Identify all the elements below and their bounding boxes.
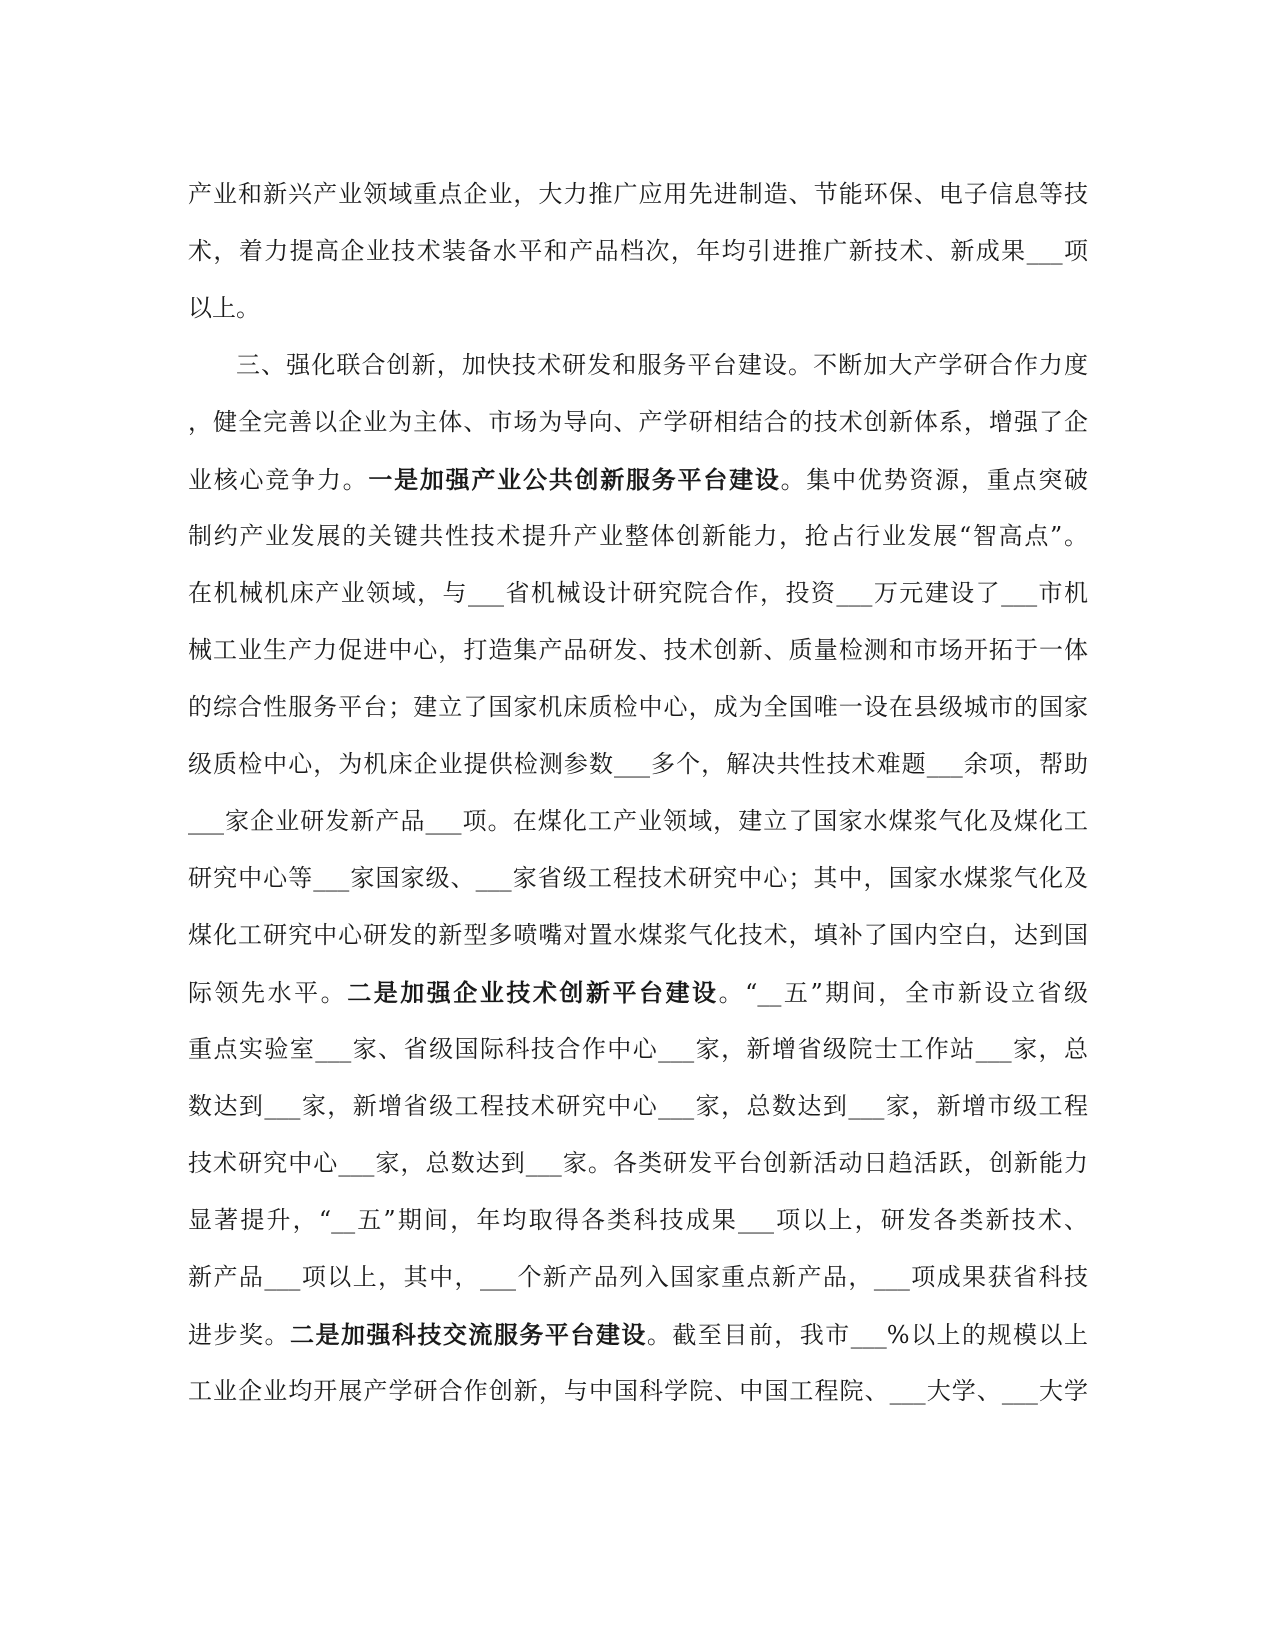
text-segment: 重点实验室___家、省级国际科技合作中心___家，新增省级院士工作站___家，总 <box>188 1035 1088 1063</box>
text-line <box>188 451 1088 508</box>
text-segment: 以上。 <box>188 294 260 322</box>
text-segment: 械工业生产力促进中心，打造集产品研发、技术创新、质量检测和市场开拓于一体 <box>188 636 1088 664</box>
text-line <box>188 280 1088 337</box>
text-line <box>188 1363 1088 1420</box>
text-line <box>188 1306 1088 1363</box>
text-line <box>188 1078 1088 1135</box>
text-segment: 工业企业均开展产学研合作创新，与中国科学院、中国工程院、___大学、___大学 <box>188 1377 1088 1405</box>
text-line <box>188 1135 1088 1192</box>
text-line <box>188 565 1088 622</box>
text-line <box>188 337 1088 394</box>
text-segment: 煤化工研究中心研发的新型多喷嘴对置水煤浆气化技术，填补了国内空白，达到国 <box>188 921 1088 949</box>
text-segment: 产业和新兴产业领域重点企业，大力推广应用先进制造、节能环保、电子信息等技 <box>188 180 1088 208</box>
text-segment: 研究中心等___家国家级、___家省级工程技术研究中心；其中，国家水煤浆气化及 <box>188 864 1088 892</box>
text-segment: ，健全完善以企业为主体、市场为导向、产学研相结合的技术创新体系，增强了企 <box>188 408 1088 436</box>
text-segment: 三、强化联合创新，加快技术研发和服务平台建设。不断加大产学研合作力度 <box>236 351 1088 379</box>
text-segment: 制约产业发展的关键共性技术提升产业整体创新能力，抢占行业发展“智高点”。 <box>188 522 1088 550</box>
text-line <box>188 793 1088 850</box>
text-line <box>188 964 1088 1021</box>
text-segment: 技术研究中心___家，总数达到___家。各类研发平台创新活动日趋活跃，创新能力 <box>188 1149 1088 1177</box>
text-segment: 际领先水平。 <box>188 979 348 1007</box>
text-segment: 新产品___项以上，其中，___个新产品列入国家重点新产品，___项成果获省科技 <box>188 1263 1088 1291</box>
text-line <box>188 736 1088 793</box>
text-segment: 级质检中心，为机床企业提供检测参数___多个，解决共性技术难题___余项，帮助 <box>188 750 1088 778</box>
text-line <box>188 508 1088 565</box>
text-segment: 。“__五”期间，全市新设立省级 <box>718 979 1088 1007</box>
bold-heading-text: 二是加强科技交流服务平台建设 <box>289 1320 647 1349</box>
text-segment: 。集中优势资源，重点突破 <box>780 466 1088 494</box>
text-line <box>188 907 1088 964</box>
text-segment: 进步奖。 <box>188 1321 290 1349</box>
text-segment: 业核心竞争力。 <box>188 466 369 494</box>
bold-heading-text: 一是加强产业公共创新服务平台建设 <box>368 465 781 494</box>
text-line <box>188 223 1088 280</box>
text-line <box>188 166 1088 223</box>
text-segment: 的综合性服务平台；建立了国家机床质检中心，成为全国唯一设在县级城市的国家 <box>188 693 1088 721</box>
text-line <box>188 1021 1088 1078</box>
text-line <box>188 1192 1088 1249</box>
text-segment: 显著提升，“__五”期间，年均取得各类科技成果___项以上，研发各类新技术、 <box>188 1206 1088 1234</box>
body-text <box>188 166 1088 1420</box>
text-line <box>188 1249 1088 1306</box>
text-segment: 在机械机床产业领域，与___省机械设计研究院合作，投资___万元建设了___市机 <box>188 579 1088 607</box>
bold-heading-text: 二是加强企业技术创新平台建设 <box>347 978 719 1007</box>
text-line <box>188 394 1088 451</box>
text-line <box>188 850 1088 907</box>
text-segment: 。截至目前，我市___%以上的规模以上 <box>646 1321 1088 1349</box>
text-line <box>188 622 1088 679</box>
text-segment: 数达到___家，新增省级工程技术研究中心___家，总数达到___家，新增市级工程 <box>188 1092 1088 1120</box>
text-segment: ___家企业研发新产品___项。在煤化工产业领域，建立了国家水煤浆气化及煤化工 <box>188 807 1088 835</box>
text-segment: 术，着力提高企业技术装备水平和产品档次，年均引进推广新技术、新成果___项 <box>188 237 1088 265</box>
text-line <box>188 679 1088 736</box>
